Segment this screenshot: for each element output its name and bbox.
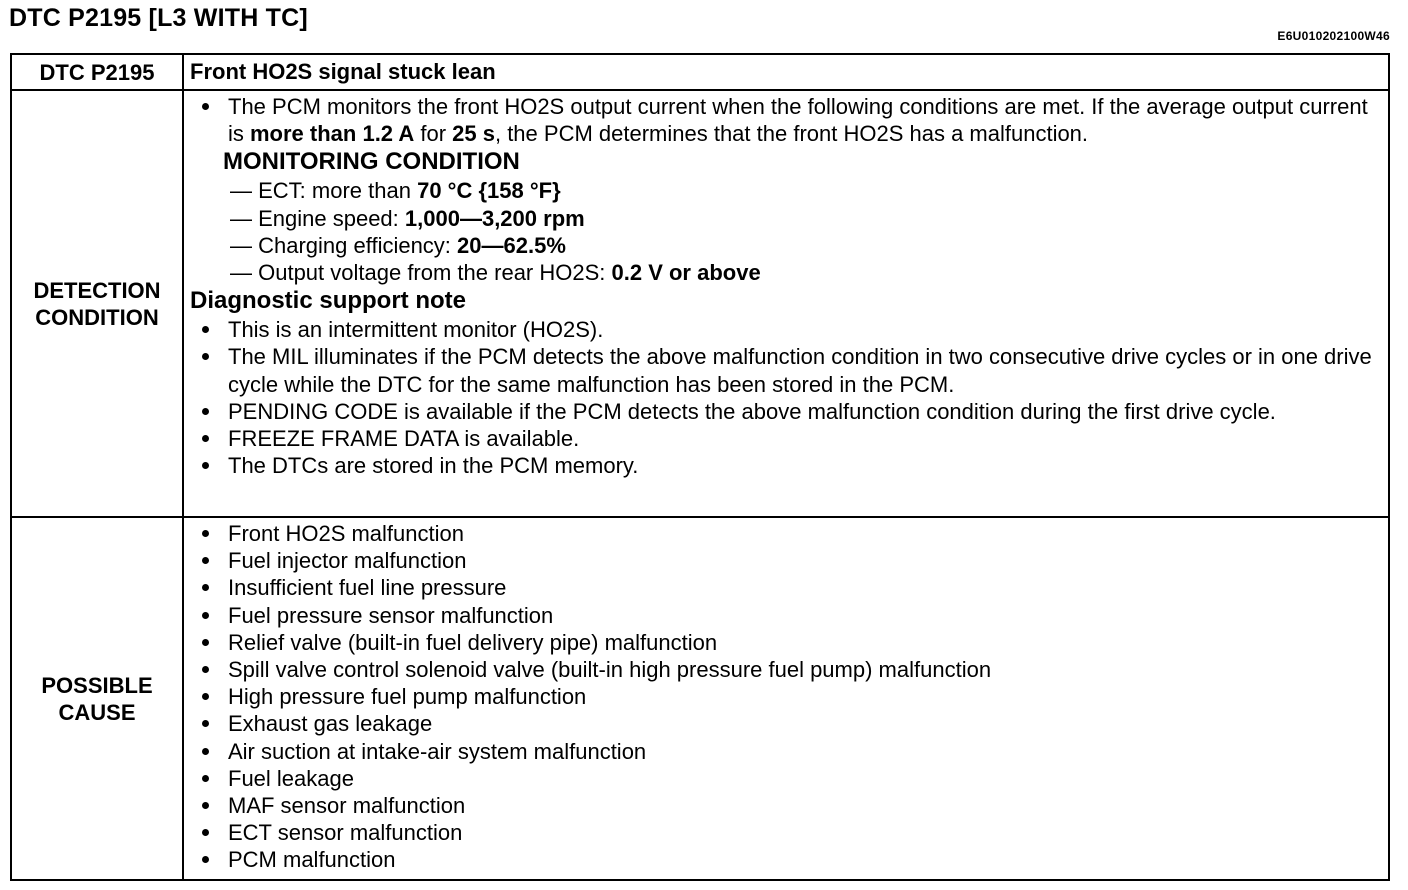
row-divider (12, 516, 1388, 518)
cause-item: Relief valve (built-in fuel delivery pipe) malfunction (190, 629, 1380, 656)
possible-cause-label-cell (12, 518, 182, 879)
detection-condition-content (190, 93, 1380, 479)
cause-item: Fuel pressure sensor malfunction (190, 602, 1380, 629)
cause-item: ECT sensor malfunction (190, 819, 1380, 846)
dtc-code-cell (12, 55, 182, 89)
condition-item: — Charging efficiency: 20—62.5% (230, 232, 566, 258)
diagnostic-support-heading: Diagnostic support note (190, 287, 466, 315)
support-note: This is an intermittent monitor (HO2S). (190, 316, 1380, 343)
cause-item: Front HO2S malfunction (190, 520, 1380, 547)
detection-condition-label-cell (12, 91, 182, 516)
condition-item: — ECT: more than 70 °C {158 °F} (230, 178, 561, 204)
cause-item: Fuel leakage (190, 765, 1380, 792)
detection-label-line: CONDITION (35, 304, 159, 330)
cause-item: Exhaust gas leakage (190, 710, 1380, 737)
dtc-code-label: DTC P2195 (39, 59, 155, 85)
support-note: PENDING CODE is available if the PCM detects the above malfunction condition during the first drive cycle. (190, 398, 1380, 425)
possible-cause-label-line: CAUSE (58, 699, 136, 725)
support-note: The MIL illuminates if the PCM detects the above malfunction condition in two consecutive drive cycles or in one drive cycle while the DTC for the same malfunction has been stored in the PCM. (190, 343, 1380, 397)
dtc-description-cell (190, 58, 1380, 85)
row-divider (12, 89, 1388, 91)
cause-item: Insufficient fuel line pressure (190, 574, 1380, 601)
dtc-description: Front HO2S signal stuck lean (190, 59, 496, 84)
cause-item: High pressure fuel pump malfunction (190, 683, 1380, 710)
detection-label-line: DETECTION (33, 277, 161, 303)
dtc-table (10, 53, 1390, 881)
support-note: The DTCs are stored in the PCM memory. (190, 452, 1380, 479)
possible-cause-label-line: POSSIBLE (41, 672, 153, 698)
condition-item: — Output voltage from the rear HO2S: 0.2 V or above (230, 260, 761, 286)
cause-item: Spill valve control solenoid valve (built-in high pressure fuel pump) malfunction (190, 656, 1380, 683)
cause-item: Fuel injector malfunction (190, 547, 1380, 574)
possible-cause-content (190, 520, 1380, 874)
cause-item: PCM malfunction (190, 846, 1380, 873)
cause-item: Air suction at intake-air system malfunction (190, 738, 1380, 765)
condition-item: — Engine speed: 1,000—3,200 rpm (230, 205, 585, 231)
support-note: FREEZE FRAME DATA is available. (190, 425, 1380, 452)
page-title: DTC P2195 [L3 WITH TC] (9, 4, 308, 32)
monitoring-condition-heading: MONITORING CONDITION (223, 148, 520, 176)
cause-item: MAF sensor malfunction (190, 792, 1380, 819)
document-code: E6U010202100W46 (1277, 29, 1390, 43)
column-divider (182, 55, 184, 879)
detection-intro: The PCM monitors the front HO2S output current when the following conditions are met. If the average output current is more than 1.2 A for 25 s, the PCM determines that the front HO2S has a malfunction. (190, 93, 1380, 147)
